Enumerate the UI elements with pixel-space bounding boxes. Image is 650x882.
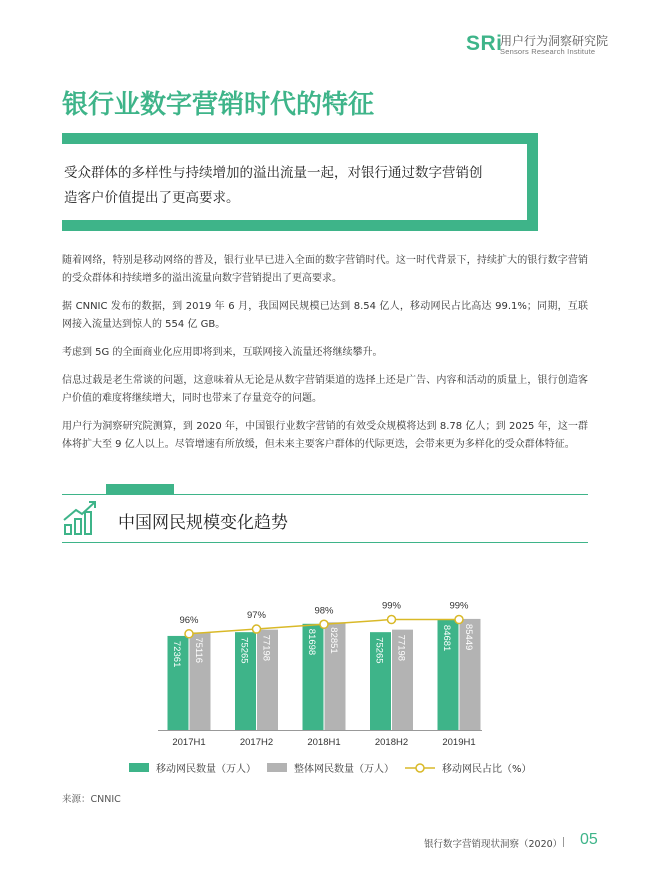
x-tick-label: 2018H2 <box>374 737 409 748</box>
brand-logo <box>466 30 616 60</box>
quote-text: 受众群体的多样性与持续增加的溢出流量一起，对银行通过数字营销创造客户价值提出了更高要求。 <box>64 165 483 206</box>
ratio-value-label: 96% <box>179 614 199 626</box>
ratio-point-2018H2 <box>388 616 396 624</box>
legend-swatch-green <box>129 763 149 772</box>
legend-item-ratio <box>405 760 532 775</box>
chart-area <box>62 570 588 780</box>
chart-svg <box>62 570 588 755</box>
x-tick-label: 2019H1 <box>442 737 476 748</box>
legend-item-mobile <box>129 760 256 775</box>
section-tab <box>106 484 174 494</box>
paragraph-4: 信息过载是老生常谈的问题，这意味着从无论是从数字营销渠道的选择上还是广告、内容和活动的质量上，银行创造客户价值的难度将继续增大，同时也带来了存量竞夺的问题。 <box>62 375 588 404</box>
bar-value-label: 75265 <box>238 637 250 664</box>
bar-value-label: 77198 <box>260 634 272 662</box>
legend-swatch-gray <box>267 763 287 772</box>
bar-value-label: 82851 <box>328 627 339 654</box>
bar-value-label: 84681 <box>441 624 452 652</box>
bar-value-label: 85449 <box>463 623 474 651</box>
legend-label-mobile: 移动网民数量（万人） <box>156 764 256 775</box>
ratio-value-label: 99% <box>381 600 402 612</box>
paragraph-2: 据 CNNIC 发布的数据，到 2019 年 6 月，我国网民规模已达到 8.54 亿人，移动网民占比高达 99.1%；同期，互联网接入流量达到惊人的 554 亿 GB。 <box>62 301 588 330</box>
ratio-value-label: 97% <box>246 610 267 622</box>
section-line-bottom <box>62 542 588 543</box>
ratio-point-2017H2 <box>253 625 261 633</box>
quote-top-bar <box>62 133 538 144</box>
body-text <box>62 252 588 464</box>
source-note: 来源：CNNIC <box>62 794 121 805</box>
bar-value-label: 77198 <box>395 634 407 662</box>
x-tick-label: 2017H1 <box>172 737 206 748</box>
paragraph-5: 用户行为洞察研究院测算，到 2020 年，中国银行业数字营销的有效受众规模将达到 8.78 亿人；到 2025 年，这一群体将扩大至 9 亿人以上。尽管增速有所放缓，但未来主要客户群体的代际更迭，会带来更为多样化的受众群体特征。 <box>62 421 588 450</box>
bar-value-label: 81698 <box>306 628 317 656</box>
ratio-point-2019H1 <box>455 616 463 624</box>
chart-section-header <box>62 484 588 544</box>
bar-value-label: 75265 <box>373 637 385 664</box>
legend-swatch-line <box>405 763 435 773</box>
logo-mark: SRi <box>466 32 503 55</box>
legend-item-total <box>267 760 394 775</box>
footer-separator <box>563 837 564 847</box>
x-tick-label: 2018H1 <box>307 737 341 748</box>
ratio-value-label: 99% <box>449 600 469 612</box>
legend-label-total: 整体网民数量（万人） <box>294 764 394 775</box>
paragraph-3: 考虑到 5G 的全面商业化应用即将到来，互联网接入流量还将继续攀升。 <box>62 347 383 358</box>
ratio-value-label: 98% <box>314 605 334 617</box>
growth-chart-icon <box>62 498 102 536</box>
page-title: 银行业数字营销时代的特征 <box>62 90 375 120</box>
x-tick-label: 2017H2 <box>239 737 274 748</box>
page-number: 05 <box>580 831 598 848</box>
logo-english-name: Sensors Research Institute <box>500 47 596 56</box>
legend-label-ratio: 移动网民占比（%） <box>442 764 532 775</box>
quote-box <box>62 133 538 231</box>
paragraph-1: 随着网络，特别是移动网络的普及，银行业早已进入全面的数字营销时代。这一时代背景下，持续扩大的银行数字营销的受众群体和持续增多的溢出流量向数字营销提出了更高要求。 <box>62 255 588 284</box>
chart-title: 中国网民规模变化趋势 <box>118 513 288 533</box>
bar-value-label: 72361 <box>171 640 182 668</box>
bar-value-label: 75116 <box>193 637 204 664</box>
logo-chinese-name: 用户行为洞察研究院 <box>500 34 609 48</box>
footer-report-title: 银行数字营销现状洞察（2020） <box>424 839 563 850</box>
ratio-point-2018H1 <box>320 620 328 628</box>
ratio-point-2017H1 <box>185 630 193 638</box>
section-line-top <box>62 494 588 495</box>
